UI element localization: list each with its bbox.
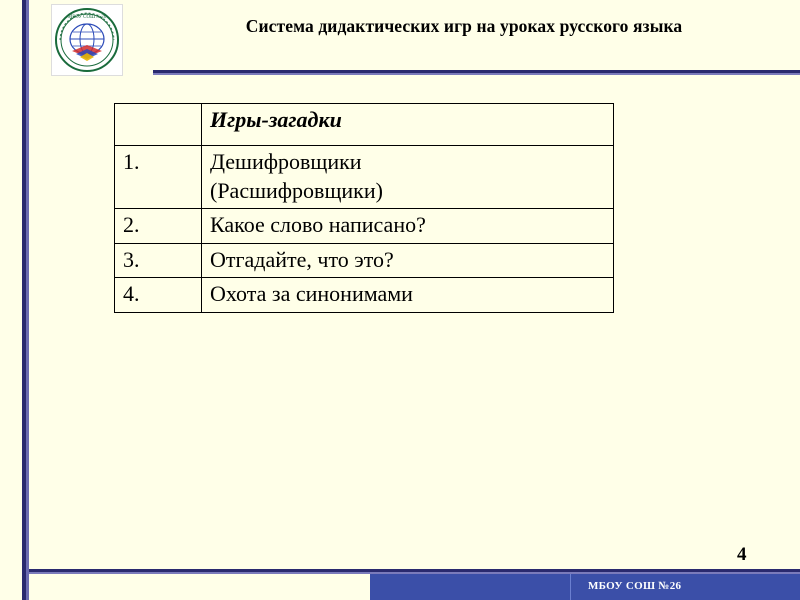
footer-band-middle: [370, 574, 570, 600]
table-cell-label: Отгадайте, что это?: [202, 243, 614, 278]
school-logo: [51, 4, 123, 76]
footer-school-name: МБОУ СОШ №26: [588, 580, 682, 592]
school-emblem-icon: [52, 5, 122, 75]
table-cell-number: 3.: [115, 243, 202, 278]
page-title: Система дидактических игр на уроках русского языка: [245, 16, 683, 36]
footer-band-left: [29, 574, 370, 600]
table-cell-number: 1.: [115, 146, 202, 209]
table-cell-label-line2: (Расшифровщики): [210, 177, 383, 203]
games-table-container: [114, 103, 614, 313]
table-row: [115, 146, 614, 209]
svg-text:МБОУ СОШ №26: МБОУ СОШ №26: [67, 15, 107, 20]
slide-number: 4: [737, 544, 747, 565]
table-cell-label: Какое слово написано?: [202, 209, 614, 244]
header-divider-light: [153, 73, 800, 75]
table-row: [115, 243, 614, 278]
slide-header: [29, 0, 800, 78]
table-row: [115, 209, 614, 244]
left-margin-band: [0, 0, 22, 600]
table-row: [115, 104, 614, 146]
table-row: [115, 278, 614, 313]
table-cell-label: Охота за синонимами: [202, 278, 614, 313]
table-cell-label-line1: Дешифровщики: [210, 149, 362, 174]
table-cell-number: 2.: [115, 209, 202, 244]
games-table: [114, 103, 614, 313]
table-cell-number: 4.: [115, 278, 202, 313]
left-accent-line-light: [26, 0, 29, 600]
table-header-title: Игры-загадки: [202, 104, 614, 146]
table-cell-label: [202, 146, 614, 209]
table-cell-number-empty: [115, 104, 202, 146]
